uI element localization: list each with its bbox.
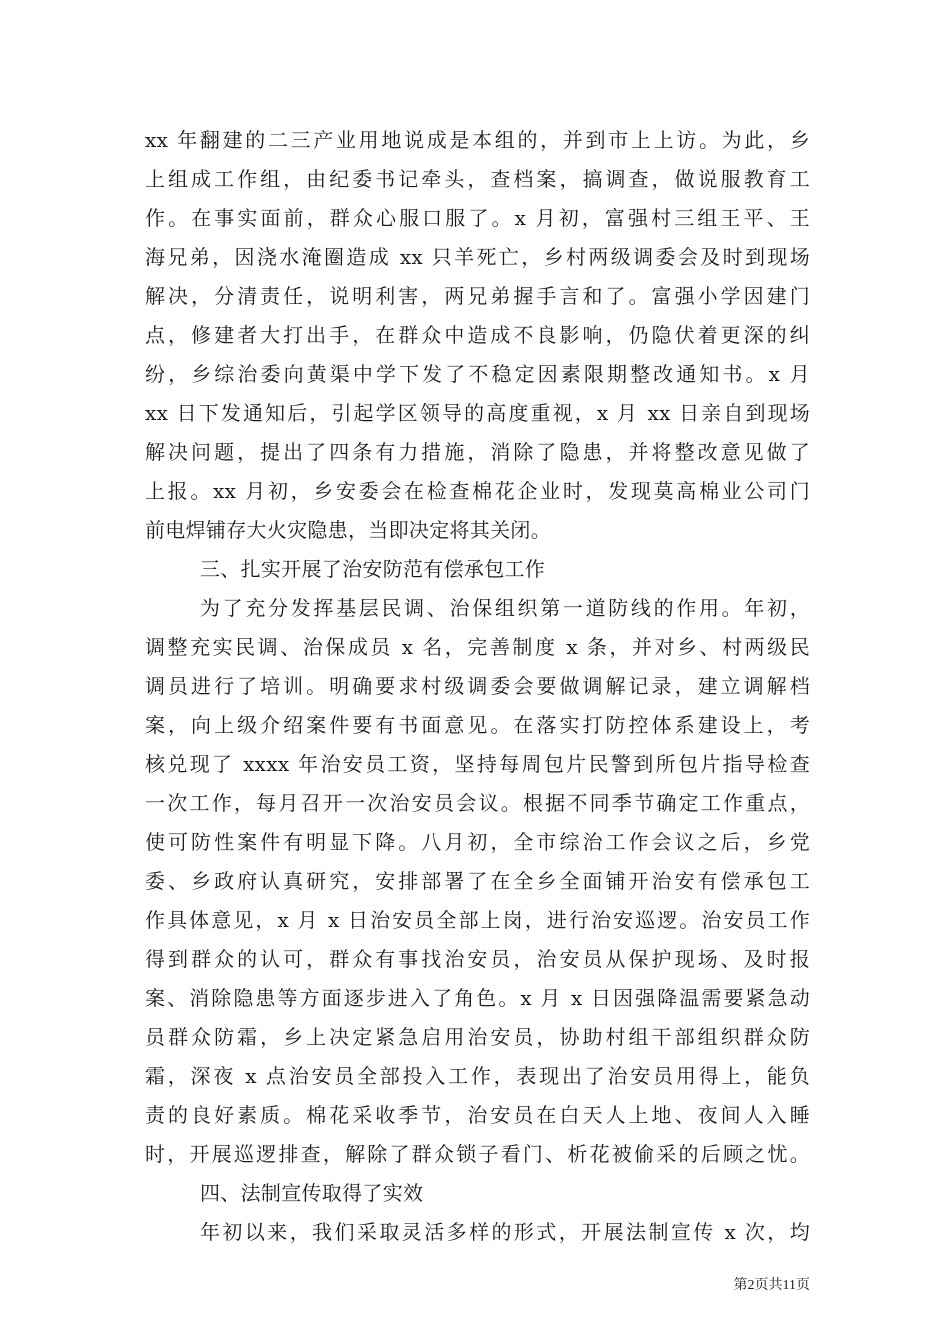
current-page-number: 2 <box>747 1278 755 1293</box>
paragraph-line: 案、消除隐患等方面逐步进入了角色。x 月 x 日因强降温需要紧急动 <box>145 986 810 1010</box>
paragraph-line: 前电焊铺存大火灾隐患，当即决定将其关闭。 <box>145 518 551 542</box>
paragraph-line: 解决，分清责任，说明利害，两兄弟握手言和了。富强小学因建门 <box>145 284 810 308</box>
paragraph-line: 海兄弟，因浇水淹圈造成 xx 只羊死亡，乡村两级调委会及时到现场 <box>145 245 810 269</box>
paragraph-line: 委、乡政府认真研究，安排部署了在全乡全面铺开治安有偿承包工 <box>145 869 810 893</box>
paragraph-line: 点，修建者大打出手，在群众中造成不良影响，仍隐伏着更深的纠 <box>145 323 810 347</box>
paragraph-line: 时，开展巡逻排查，解除了群众锁子看门、析花被偷采的后顾之忧。 <box>145 1142 810 1166</box>
paragraph-line: 上报。xx 月初，乡安委会在检查棉花企业时，发现莫高棉业公司门 <box>145 479 810 503</box>
paragraph-line: 为了充分发挥基层民调、治保组织第一道防线的作用。年初， <box>200 596 810 620</box>
paragraph-line: 案，向上级介绍案件要有书面意见。在落实打防控体系建设上，考 <box>145 713 810 737</box>
section-heading: 四、法制宣传取得了实效 <box>200 1181 424 1205</box>
page-footer <box>700 1276 810 1295</box>
footer-prefix: 第 <box>733 1277 748 1293</box>
paragraph-line: 调整充实民调、治保成员 x 名，完善制度 x 条，并对乡、村两级民 <box>145 635 810 659</box>
paragraph-line: 上组成工作组，由纪委书记牵头，查档案，搞调查，做说服教育工 <box>145 167 810 191</box>
paragraph-line: 作。在事实面前，群众心服口服了。x 月初，富强村三组王平、王 <box>145 206 810 230</box>
footer-suffix: 页 <box>796 1277 810 1293</box>
paragraph-line: 霜，深夜 x 点治安员全部投入工作，表现出了治安员用得上，能负 <box>145 1064 810 1088</box>
paragraph-line: 调员进行了培训。明确要求村级调委会要做调解记录，建立调解档 <box>145 674 810 698</box>
paragraph-line: 得到群众的认可，群众有事找治安员，治安员从保护现场、及时报 <box>145 947 810 971</box>
footer-middle: 页共 <box>754 1277 783 1293</box>
paragraph-line: 责的良好素质。棉花采收季节，治安员在白天人上地、夜间人入睡 <box>145 1103 810 1127</box>
paragraph-line: 核兑现了 xxxx 年治安员工资，坚持每周包片民警到所包片指导检查 <box>145 752 810 776</box>
paragraph-line: xx 年翻建的二三产业用地说成是本组的，并到市上上访。为此，乡 <box>145 128 810 152</box>
paragraph-line: 一次工作，每月召开一次治安员会议。根据不同季节确定工作重点， <box>145 791 810 815</box>
paragraph-line: 使可防性案件有明显下降。八月初，全市综治工作会议之后，乡党 <box>145 830 810 854</box>
paragraph-line: 纷，乡综治委向黄渠中学下发了不稳定因素限期整改通知书。x 月 <box>145 362 810 386</box>
paragraph-line: 年初以来，我们采取灵活多样的形式，开展法制宣传 x 次，均 <box>200 1220 810 1244</box>
paragraph-line: 作具体意见，x 月 x 日治安员全部上岗，进行治安巡逻。治安员工作 <box>145 908 810 932</box>
total-page-count: 11 <box>782 1278 796 1293</box>
paragraph-line: 员群众防霜，乡上决定紧急启用治安员，协助村组干部组织群众防 <box>145 1025 810 1049</box>
paragraph-line: 解决问题，提出了四条有力措施，消除了隐患，并将整改意见做了 <box>145 440 810 464</box>
paragraph-line: xx 日下发通知后，引起学区领导的高度重视，x 月 xx 日亲自到现场 <box>145 401 810 425</box>
section-heading: 三、扎实开展了治安防范有偿承包工作 <box>200 557 546 581</box>
